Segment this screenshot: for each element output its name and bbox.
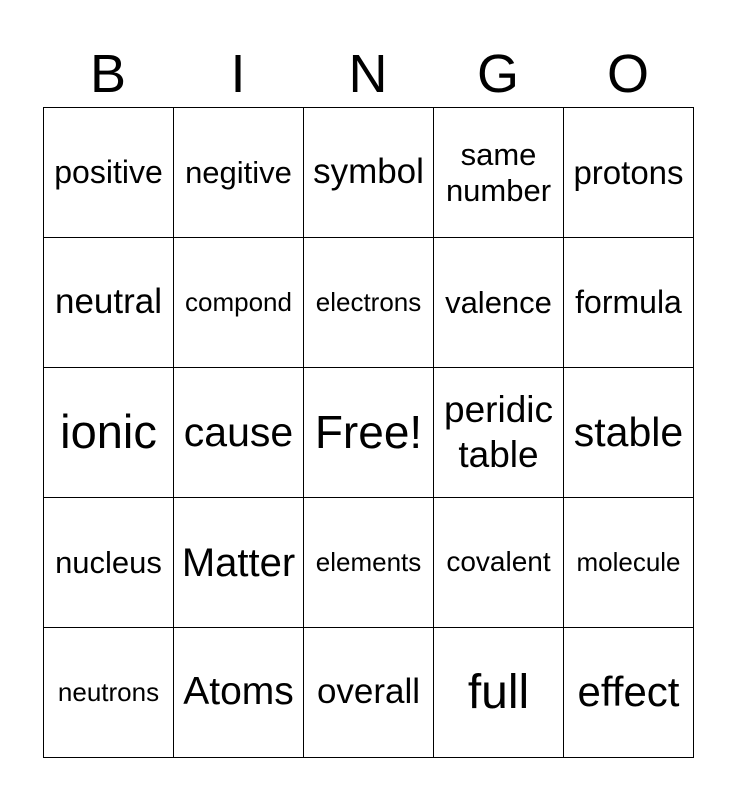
cell-word: Atoms (183, 670, 294, 714)
bingo-cell[interactable] (434, 238, 564, 368)
cell-word: formula (575, 284, 682, 321)
cell-word: electrons (315, 286, 422, 317)
cell-word: full (467, 665, 530, 719)
bingo-cell[interactable] (304, 628, 434, 758)
cell-word: stable (573, 408, 684, 455)
bingo-cell[interactable] (564, 628, 694, 758)
header-letter-b: B (89, 44, 127, 104)
cell-word: positive (54, 154, 163, 191)
bingo-cell[interactable] (174, 628, 304, 758)
bingo-cell[interactable] (434, 628, 564, 758)
header-letter-n: N (348, 44, 388, 104)
bingo-cell[interactable] (44, 628, 174, 758)
bingo-cell[interactable] (564, 108, 694, 238)
bingo-header (43, 40, 693, 108)
header-letter-o: O (606, 44, 649, 104)
cell-word: protons (573, 153, 684, 191)
bingo-cell[interactable] (564, 238, 694, 368)
bingo-cell[interactable] (564, 368, 694, 498)
bingo-cell[interactable] (304, 108, 434, 238)
bingo-cell[interactable] (304, 238, 434, 368)
header-letter-i: I (230, 44, 246, 104)
bingo-cell[interactable] (304, 498, 434, 628)
cell-word: negitive (185, 154, 292, 190)
bingo-cell[interactable] (304, 368, 434, 498)
cell-word: nucleus (55, 544, 162, 580)
cell-word: peridic table (444, 389, 553, 475)
bingo-cell[interactable] (174, 368, 304, 498)
cell-word: same number (445, 136, 552, 208)
cell-word: compond (185, 286, 292, 317)
bingo-cell[interactable] (434, 368, 564, 498)
bingo-cell[interactable] (44, 498, 174, 628)
cell-word: neutrons (57, 676, 160, 707)
bingo-cell[interactable] (434, 108, 564, 238)
cell-word: Matter (181, 540, 296, 585)
bingo-cell[interactable] (174, 238, 304, 368)
cell-word: effect (577, 668, 680, 716)
cell-word: overall (316, 672, 421, 712)
cell-word: molecule (576, 546, 681, 577)
bingo-cell[interactable] (564, 498, 694, 628)
cell-word: Free! (314, 406, 423, 459)
cell-word: neutral (54, 282, 163, 322)
bingo-cell[interactable] (174, 498, 304, 628)
cell-word: cause (183, 408, 294, 455)
bingo-cell[interactable] (44, 238, 174, 368)
bingo-cell[interactable] (44, 368, 174, 498)
cell-word: ionic (60, 405, 157, 459)
header-letter-g: G (476, 44, 519, 104)
cell-word: elements (315, 546, 422, 577)
bingo-board (43, 107, 694, 758)
cell-word: symbol (313, 152, 424, 192)
cell-word: covalent (446, 546, 551, 578)
cell-word: valence (445, 284, 552, 320)
bingo-cell[interactable] (44, 108, 174, 238)
bingo-cell[interactable] (174, 108, 304, 238)
bingo-cell[interactable] (434, 498, 564, 628)
